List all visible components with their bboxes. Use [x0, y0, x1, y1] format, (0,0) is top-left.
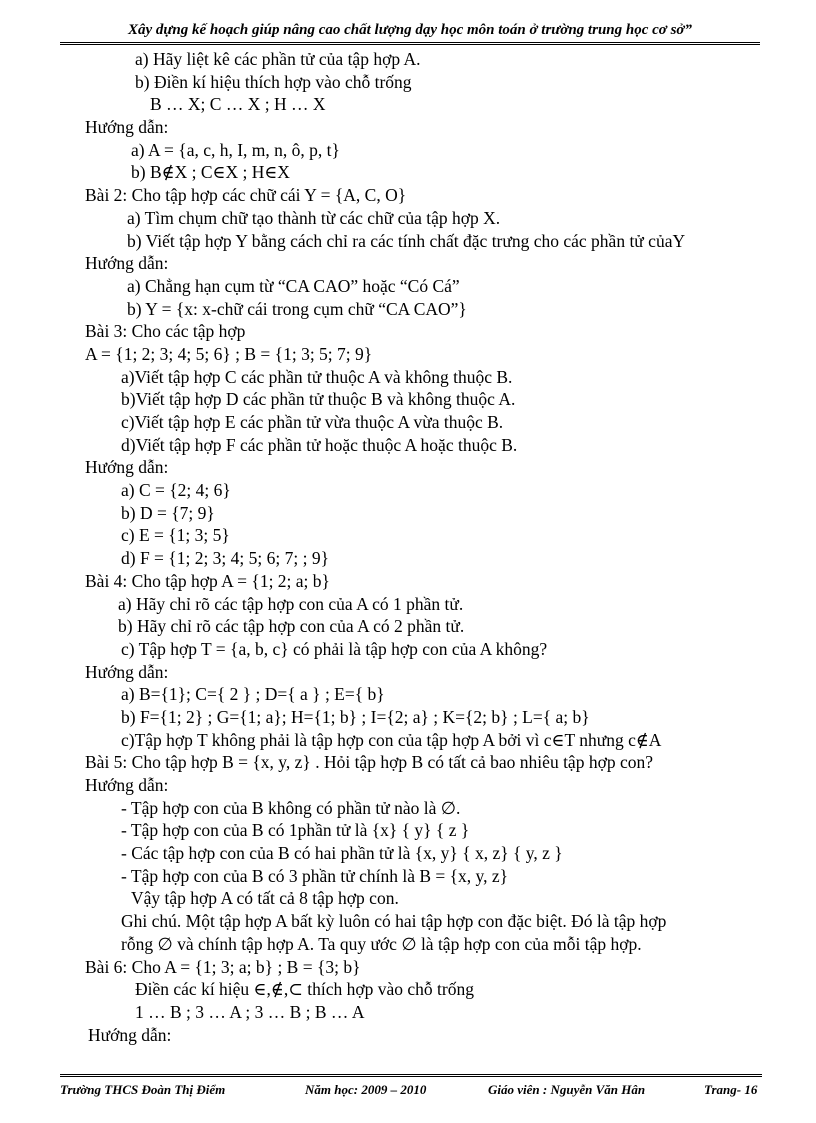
- header-title: Xây dựng kế hoạch giúp nâng cao chất lượng dạy học môn toán ở trường trung học cơ sở”: [128, 22, 692, 38]
- text-line: a) A = {a, c, h, I, m, n, ô, p, t}: [131, 139, 340, 160]
- text-line: b) F={1; 2} ; G={1; a}; H={1; b} ; I={2; a} ; K={2; b} ; L={ a; b}: [121, 706, 590, 727]
- text-line: 1 … B ; 3 … A ; 3 … B ; B … A: [135, 1001, 365, 1022]
- text-line: B … X; C … X ; H … X: [150, 94, 326, 115]
- text-line: Hướng dẫn:: [85, 117, 169, 138]
- text-line: b) Điền kí hiệu thích hợp vào chỗ trống: [135, 71, 412, 92]
- page-footer: [60, 1074, 762, 1101]
- text-line: - Các tập hợp con của B có hai phần tử là {x, y} { x, z} { y, z }: [121, 843, 563, 864]
- text-line: b) Y = {x: x-chữ cái trong cụm chữ “CA CAO”}: [127, 298, 467, 319]
- text-line: Hướng dẫn:: [85, 661, 169, 682]
- text-line: a) C = {2; 4; 6}: [121, 480, 231, 501]
- text-line: c) E = {1; 3; 5}: [121, 525, 230, 546]
- text-line: b) Hãy chỉ rõ các tập hợp con của A có 2 phần tử.: [118, 616, 465, 637]
- text-line: Điền các kí hiệu ∈,∉,⊂ thích hợp vào chỗ trống: [135, 979, 474, 1000]
- text-line: c)Tập hợp T không phải là tập hợp con của tập hợp A bởi vì c∈T nhưng c∉A: [121, 729, 662, 750]
- text-line: a) Hãy liệt kê các phần tử của tập hợp A.: [135, 49, 421, 69]
- text-line: c)Viết tập hợp E các phần tử vừa thuộc A vừa thuộc B.: [121, 412, 504, 432]
- text-line: b)Viết tập hợp D các phần tử thuộc B và không thuộc A.: [121, 389, 516, 410]
- text-line: Hướng dẫn:: [88, 1024, 172, 1045]
- page-header: [60, 20, 760, 45]
- footer-teacher: Giáo viên : Nguyễn Văn Hân: [488, 1082, 646, 1097]
- text-line: a)Viết tập hợp C các phần tử thuộc A và không thuộc B.: [121, 366, 513, 387]
- text-line: a) Chẳng hạn cụm từ “CA CAO” hoặc “Có Cá”: [127, 275, 460, 296]
- text-line: c) Tập hợp T = {a, b, c} có phải là tập hợp con của A không?: [121, 638, 548, 659]
- text-line: Bài 6: Cho A = {1; 3; a; b} ; B = {3; b}: [85, 956, 361, 977]
- text-line: b) D = {7; 9}: [121, 502, 215, 523]
- text-line: d)Viết tập hợp F các phần tử hoặc thuộc A hoặc thuộc B.: [121, 434, 518, 455]
- text-line: a) B={1}; C={ 2 } ; D={ a } ; E={ b}: [121, 684, 385, 705]
- footer-page-number: Trang- 16: [704, 1082, 758, 1097]
- text-line: - Tập hợp con của B có 1phần tử là {x} { y} { z }: [121, 820, 470, 841]
- text-line: - Tập hợp con của B không có phần tử nào là ∅.: [121, 797, 461, 818]
- text-line: b) B∉X ; C∈X ; H∈X: [131, 162, 290, 183]
- text-line: Hướng dẫn:: [85, 457, 169, 478]
- text-line: Bài 3: Cho các tập hợp: [85, 321, 246, 342]
- footer-year: Năm học: 2009 – 2010: [305, 1082, 427, 1097]
- text-line: Bài 4: Cho tập hợp A = {1; 2; a; b}: [85, 570, 330, 591]
- text-line: Bài 2: Cho tập hợp các chữ cái Y = {A, C, O}: [85, 185, 407, 206]
- text-line: b) Viết tập hợp Y bằng cách chỉ ra các tính chất đặc trưng cho các phần tử củaY: [127, 230, 686, 251]
- text-line: A = {1; 2; 3; 4; 5; 6} ; B = {1; 3; 5; 7; 9}: [85, 343, 373, 364]
- text-line: a) Hãy chỉ rõ các tập hợp con của A có 1 phần tử.: [118, 593, 464, 614]
- text-line: Ghi chú. Một tập hợp A bất kỳ luôn có hai tập hợp con đặc biệt. Đó là tập hợp: [121, 911, 667, 932]
- document-body: [0, 48, 816, 1046]
- footer-school: Trường THCS Đoàn Thị Điểm: [60, 1082, 226, 1097]
- text-line: Bài 5: Cho tập hợp B = {x, y, z} . Hỏi tập hợp B có tất cả bao nhiêu tập hợp con?: [85, 752, 653, 773]
- text-line: - Tập hợp con của B có 3 phần tử chính là B = {x, y, z}: [121, 865, 509, 886]
- text-line: Vậy tập hợp A có tất cả 8 tập hợp con.: [131, 888, 399, 909]
- text-line: d) F = {1; 2; 3; 4; 5; 6; 7; ; 9}: [121, 548, 330, 569]
- text-line: a) Tìm chụm chữ tạo thành từ các chữ của tập hợp X.: [127, 207, 501, 228]
- text-line: rỗng ∅ và chính tập hợp A. Ta quy ước ∅ là tập hợp con của mỗi tập hợp.: [121, 933, 642, 954]
- text-line: Hướng dẫn:: [85, 253, 169, 274]
- text-line: Hướng dẫn:: [85, 775, 169, 795]
